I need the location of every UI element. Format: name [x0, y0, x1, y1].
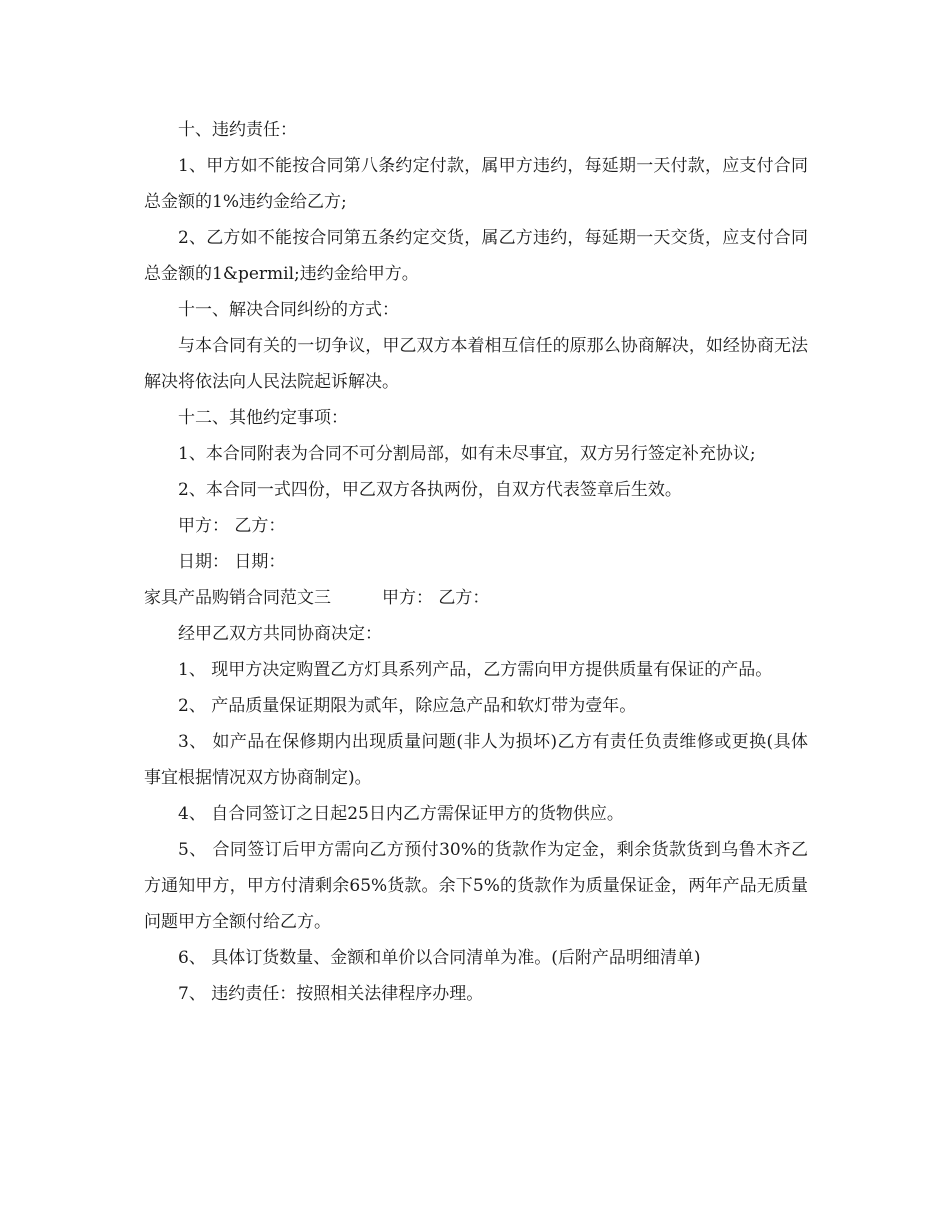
paragraph-clause-11-body: 与本合同有关的一切争议，甲乙双方本着相互信任的原那么协商解决，如经协商无法解决将依法向人民法院起诉解决。 [144, 336, 808, 392]
paragraph-section-12-title: 十二、其他约定事项： [178, 408, 348, 428]
paragraph-clause-12-1: 1、本合同附表为合同不可分割局部，如有未尽事宜，双方另行签定补充协议; [178, 444, 756, 464]
paragraph-contract-three-heading: 家具产品购销合同范文三 甲方： 乙方： [144, 588, 490, 608]
paragraph-agreement-intro: 经甲乙双方共同协商决定： [178, 624, 382, 644]
paragraph-item-2: 2、 产品质量保证期限为贰年，除应急产品和软灯带为壹年。 [178, 696, 637, 716]
paragraph-signature-dates: 日期： 日期： [178, 552, 286, 572]
paragraph-item-1: 1、 现甲方决定购置乙方灯具系列产品，乙方需向甲方提供质量有保证的产品。 [178, 660, 773, 680]
document-body [144, 112, 808, 1012]
paragraph-clause-10-1: 1、甲方如不能按合同第八条约定付款，属甲方违约，每延期一天付款，应支付合同总金额的1%违约金给乙方; [144, 156, 808, 212]
paragraph-item-5: 5、 合同签订后甲方需向乙方预付30%的货款作为定金，剩余货款货到乌鲁木齐乙方通知甲方，甲方付清剩余65%货款。余下5%的货款作为质量保证金，两年产品无质量问题甲方全额付给乙方。 [144, 840, 808, 932]
paragraph-item-7: 7、 违约责任：按照相关法律程序办理。 [178, 984, 484, 1004]
paragraph-clause-10-2: 2、乙方如不能按合同第五条约定交货，属乙方违约，每延期一天交货，应支付合同总金额的1&permil;违约金给甲方。 [144, 228, 808, 284]
paragraph-section-11-title: 十一、解决合同纠纷的方式： [178, 300, 399, 320]
paragraph-item-4: 4、 自合同签订之日起25日内乙方需保证甲方的货物供应。 [178, 804, 624, 824]
paragraph-item-6: 6、 具体订货数量、金额和单价以合同清单为准。(后附产品明细清单) [178, 948, 701, 968]
paragraph-signature-parties: 甲方： 乙方： [178, 516, 286, 536]
paragraph-item-3: 3、 如产品在保修期内出现质量问题(非人为损坏)乙方有责任负责维修或更换(具体事宜根据情况双方协商制定)。 [144, 732, 808, 788]
paragraph-clause-12-2: 2、本合同一式四份，甲乙双方各执两份，自双方代表签章后生效。 [178, 480, 682, 500]
paragraph-section-10-title: 十、违约责任： [178, 120, 297, 140]
